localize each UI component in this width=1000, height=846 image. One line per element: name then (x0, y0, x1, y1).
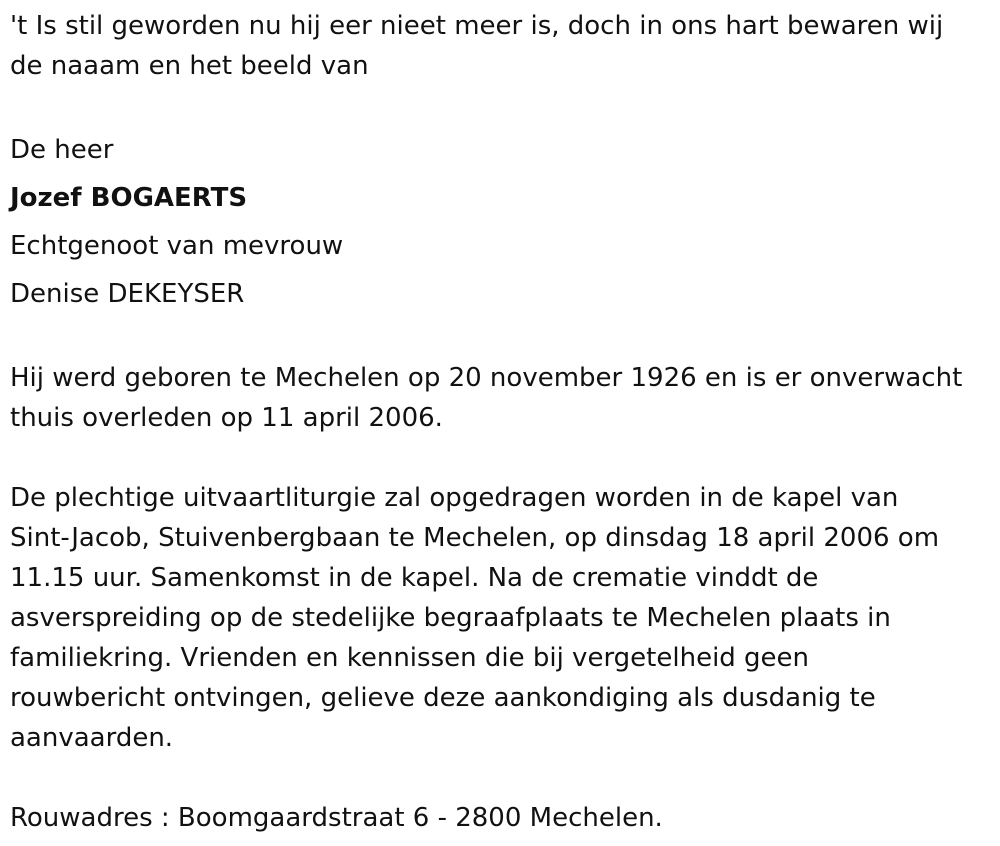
ceremony-line: De plechtige uitvaartliturgie zal opgedragen worden in de kapel van (10, 483, 899, 513)
birth-death-line-1: Hij werd geboren te Mechelen op 20 november 1926 en is er onverwacht (10, 363, 963, 393)
ceremony-line: familiekring. Vrienden en kennissen die bij vergetelheid geen (10, 643, 810, 673)
person-block (10, 126, 995, 318)
birth-death-line-2: thuis overleden op 11 april 2006. (10, 403, 443, 433)
ceremony-paragraph (10, 478, 995, 758)
opening-verse (10, 0, 995, 86)
ceremony-line: aanvaarden. (10, 723, 174, 753)
mourning-address: Rouwadres : Boomgaardstraat 6 - 2800 Mechelen. (10, 803, 663, 833)
birth-death-paragraph (10, 358, 995, 438)
obituary-document (10, 0, 995, 838)
person-name: Jozef BOGAERTS (10, 183, 248, 213)
ceremony-line: rouwbericht ontvingen, gelieve deze aankondiging als dusdanig te (10, 683, 876, 713)
spouse-label: Echtgenoot van mevrouw (10, 231, 344, 261)
ceremony-line: 11.15 uur. Samenkomst in de kapel. Na de crematie vinddt de (10, 563, 819, 593)
spouse-name: Denise DEKEYSER (10, 279, 245, 309)
opening-line-1: 't Is stil geworden nu hij eer nieet meer is, doch in ons hart bewaren wij (10, 11, 944, 41)
ceremony-line: Sint-Jacob, Stuivenbergbaan te Mechelen, op dinsdag 18 april 2006 om (10, 523, 940, 553)
person-title: De heer (10, 135, 114, 165)
ceremony-line: asverspreiding op de stedelijke begraafplaats te Mechelen plaats in (10, 603, 891, 633)
opening-line-2: de naaam en het beeld van (10, 51, 369, 81)
